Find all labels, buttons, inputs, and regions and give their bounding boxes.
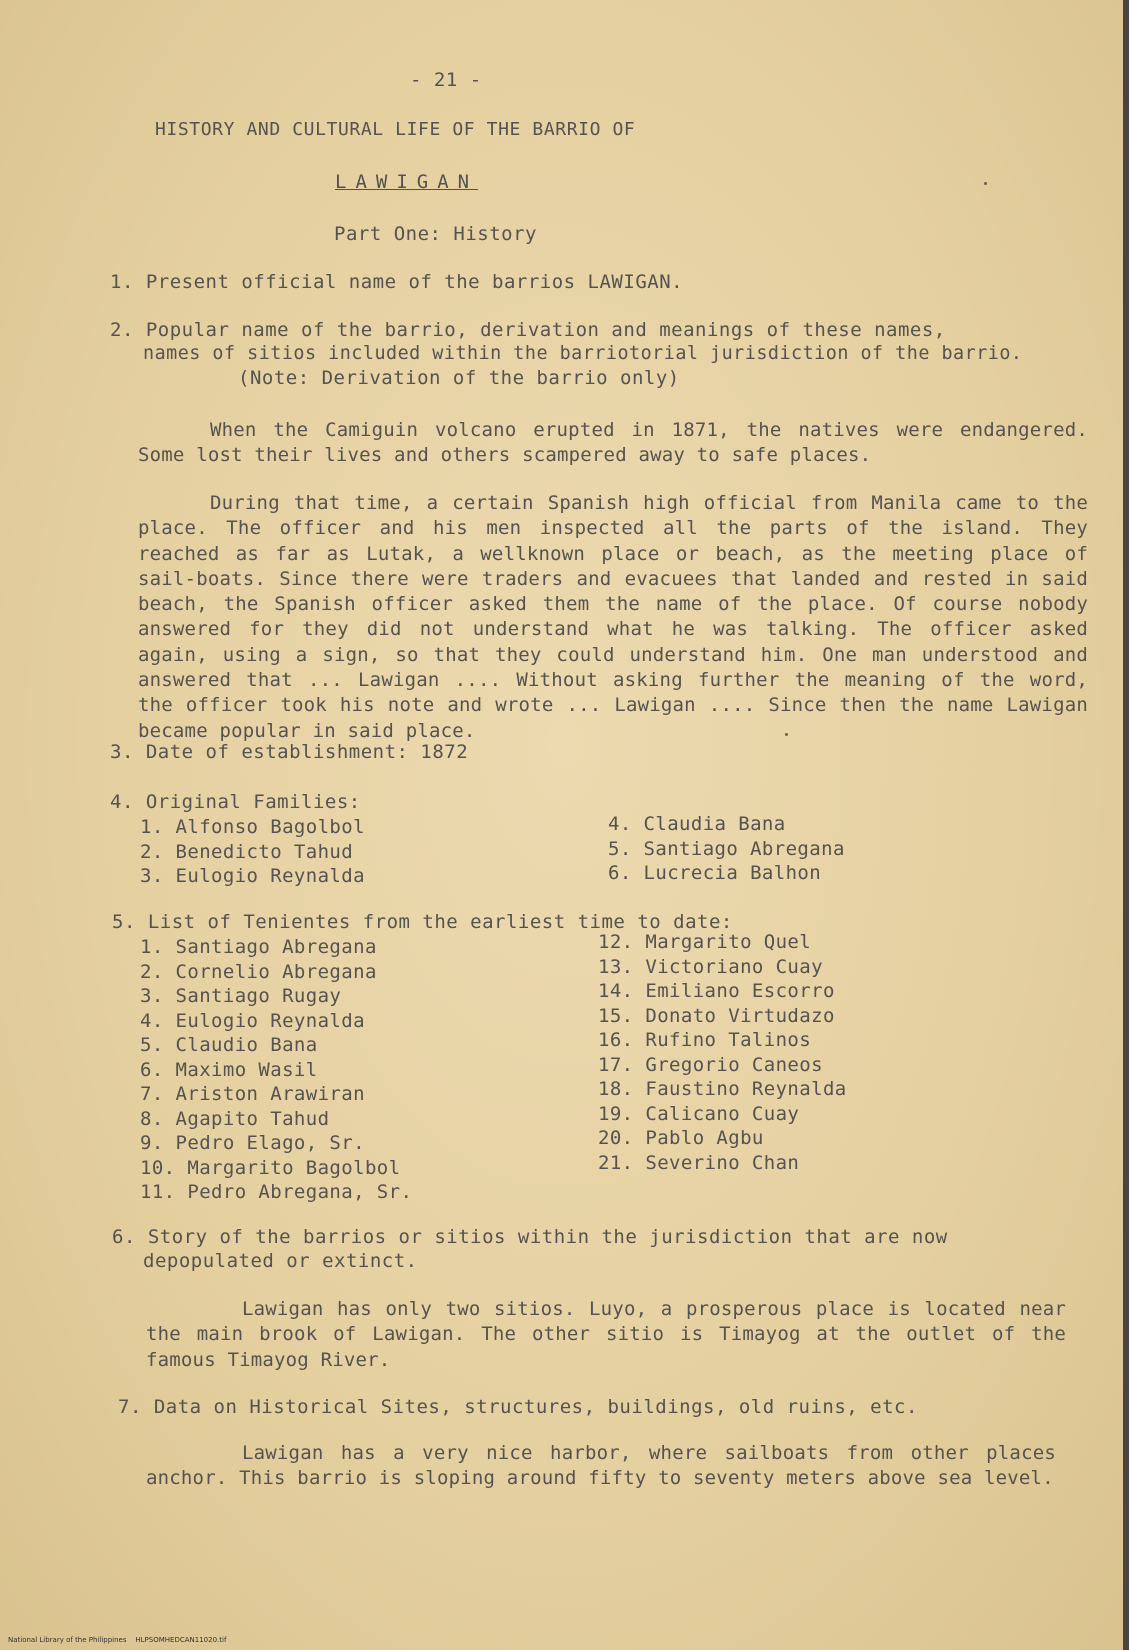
question-4-heading: 4. Original Families: xyxy=(110,791,361,813)
list-item: 10. Margarito Bagolbol xyxy=(140,1156,401,1179)
list-item: 4. Claudia Bana xyxy=(608,813,786,835)
list-item: 1. Santiago Abregana xyxy=(140,936,377,958)
list-item: 4. Eulogio Reynalda xyxy=(140,1009,365,1032)
question-1: 1. Present official name of the barrios LAWIGAN. xyxy=(110,271,684,293)
families-right-list xyxy=(608,812,845,886)
question-6-line-1: 6. Story of the barrios or sitios within the jurisdiction that are now xyxy=(112,1226,948,1248)
list-item: 2. Cornelio Abregana xyxy=(140,960,377,983)
footer-source: National Library of the Philippines HLPSOMHEDCAN11020.tif xyxy=(8,1636,227,1644)
speck xyxy=(785,733,788,736)
list-item: 1. Alfonso Bagolbol xyxy=(140,816,365,838)
list-item: 3. Santiago Rugay xyxy=(140,985,342,1007)
list-item: 3. Eulogio Reynalda xyxy=(140,865,365,887)
tenientes-left-list xyxy=(140,935,412,1205)
speck xyxy=(984,182,987,185)
page-number: - 21 - xyxy=(410,69,482,91)
paragraph-volcano: When the Camiguin volcano erupted in 1871, the natives were endangered. Some lost their lives and others scampered away to safe places. xyxy=(138,419,1088,467)
list-item: 17. Gregorio Caneos xyxy=(598,1053,823,1076)
question-2-line-2: names of sitios included within the barriotorial jurisdiction of the barrio. xyxy=(143,343,1023,364)
list-item: 12. Margarito Quel xyxy=(598,931,812,953)
question-5-heading: 5. List of Tenientes from the earliest time to date: xyxy=(112,911,733,933)
list-item: 15. Donato Virtudazo xyxy=(598,1004,835,1027)
list-item: 6. Lucrecia Balhon xyxy=(608,862,822,884)
list-item: 19. Calicano Cuay xyxy=(598,1102,800,1125)
question-2-note: (Note: Derivation of the barrio only) xyxy=(238,367,680,389)
families-left-list xyxy=(140,815,365,889)
question-7: 7. Data on Historical Sites, structures, buildings, old ruins, etc. xyxy=(118,1396,918,1418)
title-line-1: HISTORY AND CULTURAL LIFE OF THE BARRIO OF xyxy=(155,119,636,140)
list-item: 14. Emiliano Escorro xyxy=(598,980,835,1002)
list-item: 7. Ariston Arawiran xyxy=(140,1083,365,1105)
paragraph-origin-of-name: During that time, a certain Spanish high official from Manila came to the place. The officer and his men inspected all the parts of the island. They reached as far as Lutak, a wellknown place or beach, as the meeting place of sail-boats. Since there were traders and evacuees that landed and rested in said beach, the Spanish officer asked them the name of the place. Of course nobody answered for they did not understand what he was talking. The officer asked again, using a sign, so that they could understand him. One man understood and answered that ... Lawigan .... Without asking further the meaning of the word, the officer took his note and wrote ... Lawigan .... Since then the name Lawigan became popular in said place. xyxy=(138,492,1088,742)
list-item: 20. Pablo Agbu xyxy=(598,1127,764,1149)
tenientes-right-list xyxy=(598,930,847,1175)
page-edge xyxy=(1123,0,1129,1650)
list-item: 13. Victoriano Cuay xyxy=(598,955,823,978)
list-item: 5. Claudio Bana xyxy=(140,1034,318,1056)
paragraph-harbor: Lawigan has a very nice harbor, where sailboats from other places anchor. This barrio is sloping around fifty to seventy meters above sea level. xyxy=(146,1442,1056,1490)
part-heading: Part One: History xyxy=(334,223,537,245)
title-barrio-name: LAWIGAN xyxy=(335,171,479,193)
list-item: 8. Agapito Tahud xyxy=(140,1107,330,1130)
list-item: 16. Rufino Talinos xyxy=(598,1029,812,1051)
list-item: 5. Santiago Abregana xyxy=(608,837,845,860)
list-item: 6. Maximo Wasil xyxy=(140,1058,318,1081)
question-6-line-2: depopulated or extinct. xyxy=(143,1250,418,1272)
list-item: 21. Severino Chan xyxy=(598,1151,800,1174)
list-item: 18. Faustino Reynalda xyxy=(598,1078,847,1100)
paragraph-sitios: Lawigan has only two sitios. Luyo, a prosperous place is located near the main brook of Lawigan. The other sitio is Timayog at the outlet of the famous Timayog River. xyxy=(146,1298,1066,1371)
question-2-line-1: 2. Popular name of the barrio, derivation and meanings of these names, xyxy=(110,319,946,341)
list-item: 9. Pedro Elago, Sr. xyxy=(140,1132,365,1154)
list-item: 2. Benedicto Tahud xyxy=(140,840,354,863)
question-3: 3. Date of establishment: 1872 xyxy=(110,741,469,763)
list-item: 11. Pedro Abregana, Sr. xyxy=(140,1181,413,1203)
